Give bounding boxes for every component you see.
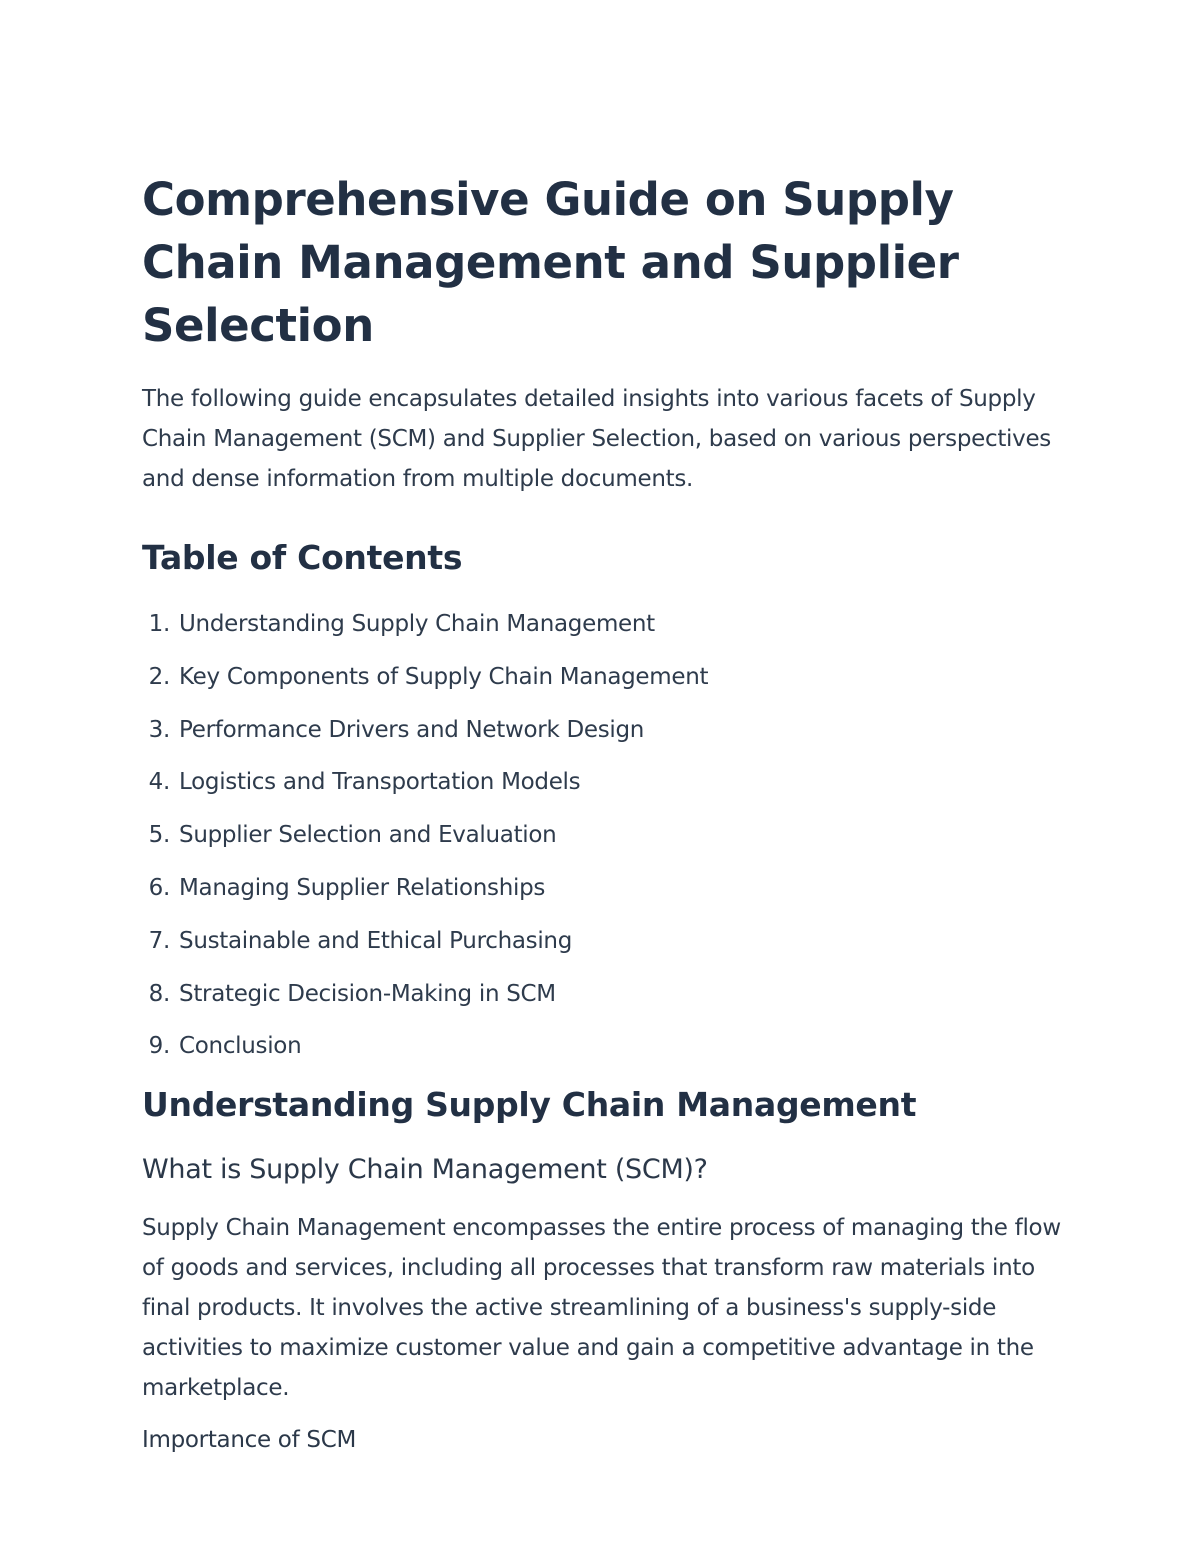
toc-heading: Table of Contents bbox=[142, 538, 463, 577]
toc-item-number: 1. bbox=[148, 611, 170, 637]
toc-item bbox=[142, 979, 1072, 1009]
toc-item-label: Supplier Selection and Evaluation bbox=[179, 822, 557, 849]
intro-paragraph: The following guide encapsulates detailed insights into various facets of Supply Chain Management (SCM) and Supplier Selection, based on various perspectives and dense information from multiple documents. bbox=[142, 386, 1051, 492]
document-page bbox=[142, 168, 1072, 1460]
toc-item-number: 7. bbox=[148, 927, 170, 954]
toc-item-number: 3. bbox=[148, 716, 170, 743]
minor-heading: Importance of SCM bbox=[142, 1427, 356, 1454]
toc-item-label: Conclusion bbox=[179, 1033, 302, 1060]
toc-item-label: Logistics and Transportation Models bbox=[179, 769, 581, 796]
document-title: Comprehensive Guide on Supply Chain Management and Supplier Selection bbox=[142, 173, 959, 352]
toc-item bbox=[142, 873, 1072, 903]
toc-item-label: Performance Drivers and Network Design bbox=[179, 716, 645, 743]
toc-item-number: 6. bbox=[148, 874, 170, 901]
toc-item bbox=[142, 1031, 1072, 1061]
toc-item-label: Key Components of Supply Chain Management bbox=[179, 663, 709, 690]
toc-item-label: Understanding Supply Chain Management bbox=[179, 611, 655, 637]
toc-item-number: 8. bbox=[148, 980, 170, 1007]
toc-item bbox=[142, 767, 1072, 797]
toc-item bbox=[142, 662, 1072, 692]
toc-item-number: 4. bbox=[148, 769, 170, 796]
toc-item-label: Managing Supplier Relationships bbox=[179, 874, 546, 901]
toc-item bbox=[142, 715, 1072, 745]
toc-item bbox=[142, 820, 1072, 850]
section-subheading: What is Supply Chain Management (SCM)? bbox=[142, 1154, 708, 1186]
toc-item-label: Sustainable and Ethical Purchasing bbox=[179, 927, 573, 954]
section-heading: Understanding Supply Chain Management bbox=[142, 1085, 917, 1125]
toc-item bbox=[142, 926, 1072, 956]
toc-item-number: 9. bbox=[148, 1033, 170, 1060]
section-paragraph: Supply Chain Management encompasses the entire process of managing the flow of goods and services, including all processes that transform raw materials into final products. It involves the active streamlining of a business's supply-side activities to maximize customer value and gain a competitive advantage in the marketplace. bbox=[142, 1215, 1061, 1402]
toc-item-number: 2. bbox=[148, 663, 170, 690]
toc-item-label: Strategic Decision-Making in SCM bbox=[179, 980, 556, 1007]
toc-item bbox=[142, 609, 1072, 639]
table-of-contents bbox=[142, 609, 1072, 1061]
toc-item-number: 5. bbox=[148, 822, 170, 849]
